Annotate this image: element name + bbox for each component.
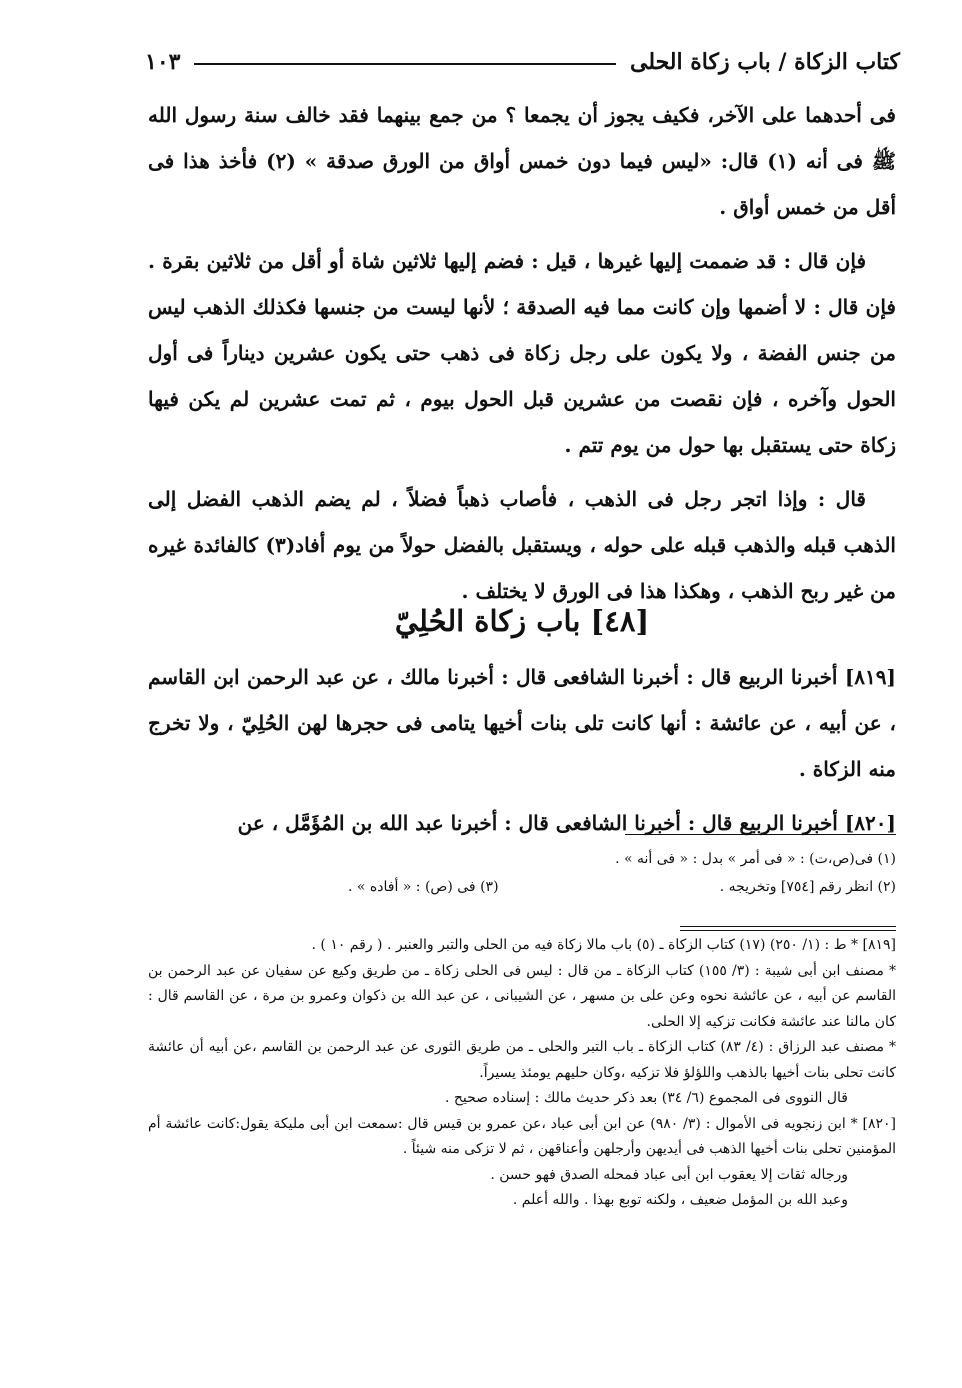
takhrij-line: * مصنف ابن أبى شيبة : (٣/ ١٥٥) كتاب الزكاة ـ من قال : ليس فى الحلى زكاة ـ من طريق وكيع عن سفيان عن عبد الرحمن بن القاسم عن أبيه ، عن عائشة نحوه وعن على بن مسهر ، عن الشيبانى ، عن عبد الله بن ذكوان وعمرو بن مرة ، عن القاسم قال : كان مالنا عند عائشة فكانت تزكيه إلا الحلى. bbox=[148, 962, 896, 1030]
takhrij-line: [٨١٩] * ط : (١/ ٢٥٠) (١٧) كتاب الزكاة ـ (٥) باب مالا زكاة فيه من الحلى والتبر والعنبر . ( رقم ١٠ ) . bbox=[311, 937, 896, 953]
footnote: (٢) انظر رقم [٧٥٤] وتخريجه . bbox=[719, 879, 896, 895]
takhrij-line: وعبد الله بن المؤمل ضعيف ، ولكنه توبع بهذا . والله أعلم . bbox=[512, 1192, 848, 1208]
takhrij-line: قال النووى فى المجموع (٦/ ٣٤) بعد ذكر حديث مالك : إسناده صحيح . bbox=[444, 1090, 848, 1106]
footnote: (٣) فى (ص) : « أفاده » . bbox=[348, 879, 499, 895]
page-number: ١٠٣ bbox=[145, 49, 181, 75]
main-text bbox=[148, 92, 896, 622]
takhrij-separator bbox=[680, 926, 896, 927]
hadith-block bbox=[148, 654, 896, 854]
takhrij-separator bbox=[680, 930, 896, 931]
header-title: كتاب الزكاة / باب زكاة الحلى bbox=[629, 49, 900, 75]
header-rule bbox=[194, 63, 616, 65]
running-header bbox=[145, 44, 900, 80]
paragraph: فى أحدهما على الآخر، فكيف يجوز أن يجمعا ؟ من جمع بينهما فقد خالف سنة رسول الله ﷺ فى أنه (١) قال: «ليس فيما دون خمس أواق من الورق صدقة » (٢) فأخذ هذا فى أقل من خمس أواق . bbox=[148, 103, 896, 219]
hadith-paragraph: [٨٢٠] أخبرنا الربيع قال : أخبرنا الشافعى قال : أخبرنا عبد الله بن المُؤَمَّل ، عن bbox=[237, 811, 896, 835]
takhrij-line: * مصنف عبد الرزاق : (٤/ ٨٣) كتاب الزكاة ـ باب التبر والحلى ـ من طريق الثورى عن عبد الرحمن بن القاسم ،عن أبيه أن عائشة كانت تحلى بنات أخيها بالذهب واللؤلؤ فلا تزكيه ،وكان حليهم يومئذ يسيراً. bbox=[148, 1039, 897, 1081]
takhrij-line: [٨٢٠] * ابن زنجويه فى الأموال : (٣/ ٩٨٠) عن ابن أبى عباد ،عن عمرو بن قيس قال :سمعت ابن أبى مليكة يقول:كانت عائشة أم المؤمنين تحلى بنات أخيها الذهب فى أيديهن وأرجلهن وأعناقهن ، ثم لا تزكى منه شيئاً . bbox=[148, 1115, 897, 1157]
takhrij-notes bbox=[148, 933, 896, 1214]
takhrij-line: ورجاله ثقات إلا يعقوب ابن أبى عباد فمحله الصدق فهو حسن . bbox=[490, 1166, 848, 1183]
paragraph: فإن قال : قد ضممت إليها غيرها ، قيل : فضم إليها ثلاثين شاة أو أقل من ثلاثين بقرة . فإن قال : لا أضمها وإن كانت مما فيه الصدقة ؛ لأنها ليست من جنسها فكذلك الذهب ليس من جنس الفضة ، ولا يكون على رجل زكاة فى ذهب حتى يكون عشرين ديناراً فى أول الحول وآخره ، فإن نقصت من عشرين قبل الحول بيوم ، ثم تمت عشرين لم يكن فيها زكاة حتى يستقبل بها حول من يوم تتم . bbox=[148, 249, 896, 457]
hadith-paragraph: [٨١٩] أخبرنا الربيع قال : أخبرنا الشافعى قال : أخبرنا مالك ، عن عبد الرحمن ابن القاسم ، عن أبيه ، عن عائشة : أنها كانت تلى بنات أخيها يتامى فى حجرها لهن الحُلِيّ ، ولا تخرج منه الزكاة . bbox=[148, 665, 896, 781]
section-title: [٤٨] باب زكاة الحُلِيّ bbox=[394, 604, 650, 638]
footnote-row bbox=[148, 845, 896, 873]
paragraph: قال : وإذا اتجر رجل فى الذهب ، فأصاب ذهباً فضلاً ، لم يضم الذهب الفضل إلى الذهب قبله والذهب قبله على حوله ، ويستقبل بالفضل حولاً من يوم أفاد(٣) كالفائدة غيره من غير ربح الذهب ، وهكذا هذا فى الورق لا يختلف . bbox=[148, 487, 896, 603]
footnotes bbox=[148, 845, 896, 901]
footnote-separator bbox=[625, 834, 896, 835]
footnote-row bbox=[148, 873, 896, 901]
footnote: (١) فى(ص،ت) : « فى أمر » بدل : « فى أنه » . bbox=[615, 851, 896, 867]
